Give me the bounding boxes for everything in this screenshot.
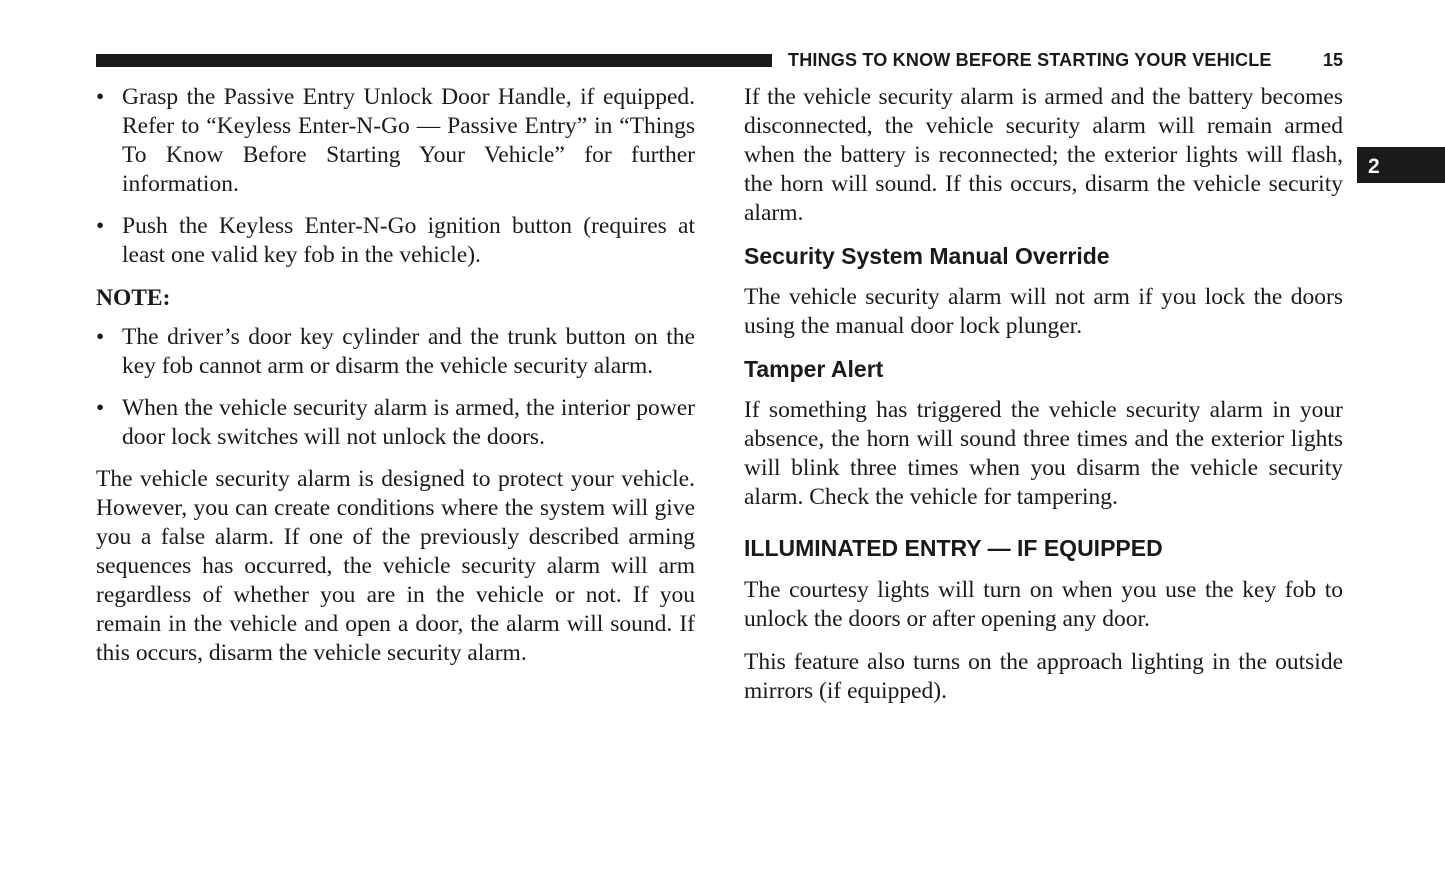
- page-number: 15: [1323, 50, 1344, 70]
- body-paragraph: If something has triggered the vehicle security alarm in your absence, the horn will sound three times and the exterior lights will blink three times when you disarm the vehicle security alarm. Check the vehicle for tampering.: [744, 397, 1343, 510]
- section-heading: ILLUMINATED ENTRY — IF EQUIPPED: [744, 535, 1163, 561]
- list-item: • Grasp the Passive Entry Unlock Door Handle, if equipped. Refer to “Keyless Enter-N-Go — Passive Entry” in “Things To Know Before Starting Your Vehicle” for further information.: [96, 83, 695, 199]
- body-paragraph: If the vehicle security alarm is armed and the battery becomes disconnected, the vehicle security alarm will remain armed when the battery is reconnected; the exterior lights will flash, the horn will sound. If this occurs, disarm the vehicle security alarm.: [744, 84, 1343, 226]
- chapter-tab: 2: [1357, 147, 1445, 183]
- body-paragraph: The vehicle security alarm will not arm if you lock the doors using the manual door lock plunger.: [744, 284, 1343, 339]
- note-label: NOTE:: [96, 285, 171, 311]
- body-paragraph: The courtesy lights will turn on when you use the key fob to unlock the doors or after opening any door.: [744, 577, 1343, 632]
- list-item: • The driver’s door key cylinder and the trunk button on the key fob cannot arm or disarm the vehicle security alarm.: [96, 323, 695, 381]
- section-heading: Security System Manual Override: [744, 243, 1110, 269]
- left-column: [96, 83, 695, 668]
- running-header-title: THINGS TO KNOW BEFORE STARTING YOUR VEHICLE: [788, 50, 1272, 70]
- section-heading: Tamper Alert: [744, 356, 884, 382]
- list-item: • Push the Keyless Enter-N-Go ignition button (requires at least one valid key fob in the vehicle).: [96, 212, 695, 270]
- body-paragraph: This feature also turns on the approach lighting in the outside mirrors (if equipped).: [744, 649, 1343, 704]
- header-rule: [96, 54, 772, 67]
- body-paragraph: The vehicle security alarm is designed to protect your vehicle. However, you can create conditions where the system will give you a false alarm. If one of the previously described arming sequences has occurred, the vehicle security alarm will arm regardless of whether you are in the vehicle or not. If you remain in the vehicle and open a door, the alarm will sound. If this occurs, disarm the vehicle security alarm.: [96, 466, 695, 666]
- list-item: • When the vehicle security alarm is armed, the interior power door lock switches will not unlock the doors.: [96, 394, 695, 452]
- right-column: [744, 83, 1343, 706]
